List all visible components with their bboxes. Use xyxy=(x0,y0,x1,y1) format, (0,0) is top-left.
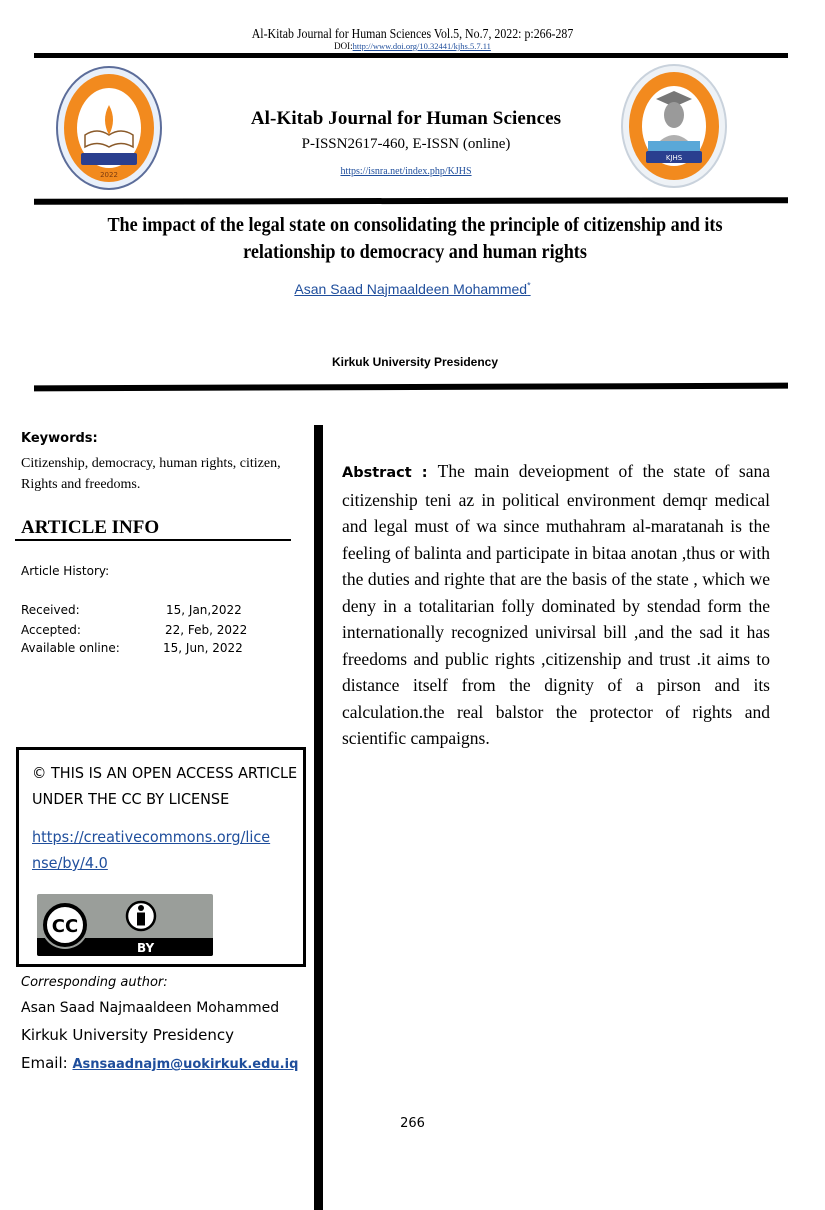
corresponding-author-label: Corresponding author: xyxy=(21,975,168,990)
license-box xyxy=(16,747,306,967)
abstract-text: The main deveiopment of the state of sana citizenship teni az in political environment demqr medical and legal must of wa since muthahram al-maratanah is the feeling of balinta and participate in bitaa anotan ,thus or with the duties and righte that are the basis of the state , which we deny in a totalitarian folly dominated by stendad form the internationally recognized univirsal bill ,and the sad it has freedoms and public rights ,citizenship and trust .it aims to distance itself from the dignity of a pirson and its calculation.the real balstor the protector of rights and scientific campaigns. xyxy=(342,461,770,748)
masthead-rule xyxy=(34,197,788,205)
affiliation: Kirkuk University Presidency xyxy=(331,355,499,369)
history-label: Article History: xyxy=(21,564,110,578)
cc-by-label: BY xyxy=(137,941,155,955)
journal-url-line xyxy=(0,166,812,177)
history-row-value: 22, Feb, 2022 xyxy=(165,623,248,637)
journal-title: Al-Kitab Journal for Human Sciences xyxy=(250,108,562,129)
history-row-label: Received: xyxy=(21,603,80,617)
author-mark: * xyxy=(527,280,531,290)
keywords-label: Keywords: xyxy=(21,431,98,446)
paper-title: The impact of the legal state on consolidating the principle of citizenship and its relationship to democracy and human rights xyxy=(107,215,723,263)
abstract-label: Abstract : xyxy=(342,465,438,481)
running-head: Al-Kitab Journal for Human Sciences Vol.5, No.7, 2022: p:266-287 xyxy=(251,26,574,41)
history-row-label: Available online: xyxy=(21,641,120,655)
title-rule xyxy=(34,383,788,392)
history-row-value: 15, Jan,2022 xyxy=(166,603,242,617)
license-text: © THIS IS AN OPEN ACCESS ARTICLE UNDER THE CC BY LICENSE xyxy=(32,764,298,808)
email-label: Email: xyxy=(21,1054,73,1072)
email-link[interactable]: Asnsaadnajm@uokirkuk.edu.iq xyxy=(72,1057,299,1072)
keywords-text: Citizenship, democracy, human rights, citizen, Rights and freedoms. xyxy=(21,456,281,492)
history-row-value: 15, Jun, 2022 xyxy=(163,641,243,655)
top-rule xyxy=(34,53,788,58)
article-info-rule xyxy=(15,539,291,541)
history-row-available xyxy=(21,641,301,655)
doi-link[interactable]: http://www.doi.org/10.32441/kjhs.5.7.11 xyxy=(352,41,491,51)
doi-label: DOI: xyxy=(334,41,353,51)
author-line xyxy=(0,280,825,297)
author-link[interactable] xyxy=(294,281,530,297)
author-name: Asan Saad Najmaaldeen Mohammed xyxy=(294,280,528,297)
column-divider xyxy=(314,425,323,1210)
abstract xyxy=(342,458,770,752)
history-row-label: Accepted: xyxy=(21,623,81,637)
svg-text:KJHS: KJHS xyxy=(665,154,683,162)
cc-glyph: CC xyxy=(51,916,79,937)
issn-line: P-ISSN2617-460, E-ISSN (online) xyxy=(301,136,511,152)
journal-url-link[interactable]: https://isnra.net/index.php/KJHS xyxy=(340,166,472,177)
corresponding-author-name: Asan Saad Najmaaldeen Mohammed xyxy=(21,1000,280,1016)
corresponding-author-email-line xyxy=(21,1054,298,1072)
article-info-heading: ARTICLE INFO xyxy=(21,517,160,538)
corresponding-author-affiliation: Kirkuk University Presidency xyxy=(21,1026,235,1044)
cc-by-badge[interactable] xyxy=(37,894,213,956)
svg-text:2022: 2022 xyxy=(100,171,118,179)
history-row-accepted xyxy=(21,623,301,637)
history-row-received xyxy=(21,603,301,617)
license-link[interactable]: https://creativecommons.org/license/by/4.0 xyxy=(32,828,271,872)
page-number: 266 xyxy=(400,1116,425,1131)
doi-line xyxy=(0,41,825,51)
